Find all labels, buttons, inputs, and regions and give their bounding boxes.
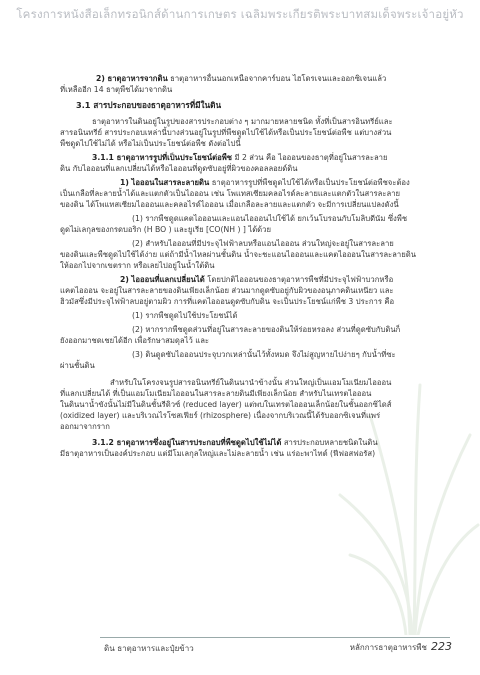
- paragraph-line: ที่เหลืออีก 14 ธาตุพืชได้มาจากดิน: [60, 85, 173, 94]
- footer-book-title: ดิน ธาตุอาหารและปุ๋ยข้าว: [104, 644, 194, 653]
- paragraph-line: ดูดไม่เลกุลของกรดบอริก (H BO ) และยูเรีย [CO(NH ) ] ได้ด้วย: [60, 225, 272, 234]
- paragraph-line: (3) ดินดูดซับไอออนประจุบวกเหล่านั้นไว้ทั้งหมด จึงไม่สูญหายไปง่ายๆ กับน้ำที่ซะ: [132, 350, 396, 359]
- paragraph-line: ผ่านชั้นดิน: [60, 361, 95, 370]
- paragraph-line: ยังออกมาชดเชยได้อีก เพื่อรักษาสมดุลไว้ และ: [60, 336, 210, 345]
- paragraph-line: ของดิน ได้โพแทสเซียมไอออนและคลอไรด์ไอออน เมื่อเกลือละลายและแตกตัว จะมีการเปลี่ยนแปลงดังนี้: [60, 200, 399, 209]
- paragraph-line: ที่แลกเปลี่ยนได้ ที่เป็นแอมโมเนียมไอออนในสารละลายดินมีเพียงเล็กน้อย สำหรับไนเทรตไอออน: [60, 389, 372, 398]
- paragraph-line: ฮิวมัสซึ่งมีประจุไฟฟ้าลบอยู่ตามผิว การที่แคตไอออนดูดซับกับดิน จะเป็นประโยชน์แก่พืช 3 ประการ คือ: [60, 297, 395, 306]
- paragraph-line: (2) หากรากพืชดูดส่วนที่อยู่ในสารละลายของดินให้ร่อยหรอลง ส่วนที่ดูดซับกับดินก็: [132, 325, 401, 334]
- paragraph-line: ให้ออกไปจากเขตราก หรือเลยไปอยู่ในน้ำใต้ดิน: [60, 261, 215, 270]
- paragraph-line: สำหรับในโครงจนรูปสารอนินทรีย์ในดินนานำข้างนั้น ส่วนใหญ่เป็นแอมโมเนียมไอออน: [110, 378, 392, 387]
- paragraph-line: (2) สำหรับไอออนที่มีประจุไฟฟ้าลบหรือแอนไอออน ส่วนใหญ่จะอยู่ในสารละลาย: [132, 239, 394, 248]
- paragraph-line: มีธาตุอาหารเป็นองค์ประกอบ แต่มีโมเลกุลใหญ่และไม่ละลายน้ำ เช่น แร่อะพาไทต์ (ฟีฟอสฟอรัส): [60, 449, 376, 458]
- paragraph-line: ของดินและพืชดูดไปใช้ได้ง่าย แต่ถ้ามีน้ำไหลผ่านชั้นดิน น้ำจะชะแอนไอออนและแคตไอออนในสารละลายดิน: [60, 250, 416, 259]
- paragraph-line: สารอนินทรีย์ สารประกอบเหล่านี้บางส่วนอยู่ในรูปที่พืชดูดไปใช้ได้หรือเป็นประโยชน์ต่อพืช แต่บางส่วน: [60, 128, 392, 137]
- subsection-heading-line: 3.1.2 ธาตุอาหารซึ่งอยู่ในสารประกอบที่พืชดูดไปใช้ไม่ได้ สารประกอบหลายชนิดในดิน: [92, 438, 378, 447]
- running-header: โครงการหนังสือเล็กทรอนิกส์ด้านการเกษตร เฉลิมพระเกียรติพระบาทสมเด็จพระเจ้าอยู่หัว: [16, 7, 464, 21]
- paragraph-line: แคตไอออน จะอยู่ในสารละลายของดินเพียงเล็กน้อย ส่วนมากดูดซับอยู่กับผิวของอนุภาคดินเหนียว และ: [60, 286, 394, 295]
- footer-chapter: หลักการธาตุอาหารพืช 223: [349, 640, 452, 653]
- subsection-heading-line: 3.1.1 ธาตุอาหารรูปที่เป็นประโยชน์ต่อพืช มี 2 ส่วน คือ ไอออนของธาตุที่อยู่ในสารละลาย: [92, 153, 388, 162]
- paragraph-line: ในดินนาน้ำขังนั้นไม่มีในดินชั้นรีดิวซ์ (reduced layer) แต่พบในเทรตไอออนเล็กน้อยในชั้นออกซิไดส์: [60, 400, 392, 409]
- paragraph-line: พืชดูดไปใช้ไม่ได้ หรือไม่เป็นประโยชน์ต่อพืช ดังต่อไปนี้: [60, 139, 241, 148]
- footer-divider: [100, 637, 450, 638]
- paragraph-line: ธาตุอาหารในดินอยู่ในรูปของสารประกอบต่าง ๆ มากมายหลายชนิด ทั้งที่เป็นสารอินทรีย์และ: [92, 117, 393, 126]
- paragraph-line: (oxidized layer) และบริเวณไรโซสเฟียร์ (rhizosphere) เนื่องจากบริเวณนี้ได้รับออกซิเจนที่แพร่: [60, 411, 381, 420]
- paragraph-line: ดิน กับไอออนที่แลกเปลี่ยนได้หรือไอออนที่ดูดซับอยู่ที่ผิวของคอลลอยด์ดิน: [60, 164, 298, 173]
- paragraph-line: เป็นเกลือที่ละลายน้ำได้และแตกตัวเป็นไอออน เช่น โพแทสเซียมคลอไรด์ละลายและแตกตัวในสารละลาย: [60, 189, 401, 198]
- paragraph-line: 1) ไอออนในสารละลายดิน ธาตุอาหารรูปที่พืชดูดไปใช้ได้หรือเป็นประโยชน์ต่อพืชจะต้อง: [120, 178, 410, 187]
- section-heading: 3.1 สารประกอบของธาตุอาหารที่มีในดิน: [76, 100, 222, 110]
- paragraph-line: 2) ไอออนที่แลกเปลี่ยนได้ โดยปกติไอออนของธาตุอาหารพืชที่มีประจุไฟฟ้าบวกหรือ: [120, 275, 394, 284]
- paragraph-line: (1) ราก​พืชดูดไปใช้ประโยชน์ได้: [132, 311, 238, 320]
- page-number: 223: [431, 640, 452, 653]
- paragraph-line: (1) ราก​พืชดูดแคตไอออนและแอนไอออนไปใช้ได้ ยกเว้นโบรอนกับโมลิบดีนัม ซึ่งพืช: [132, 214, 408, 223]
- paragraph-line: ออกมาจากราก: [60, 422, 110, 431]
- paragraph-line: 2) ธาตุอาหารจากดิน ธาตุอาหารอื่นนอกเหนือจากคาร์บอน ไฮโดรเจนและออกซิเจนแล้ว: [96, 74, 387, 83]
